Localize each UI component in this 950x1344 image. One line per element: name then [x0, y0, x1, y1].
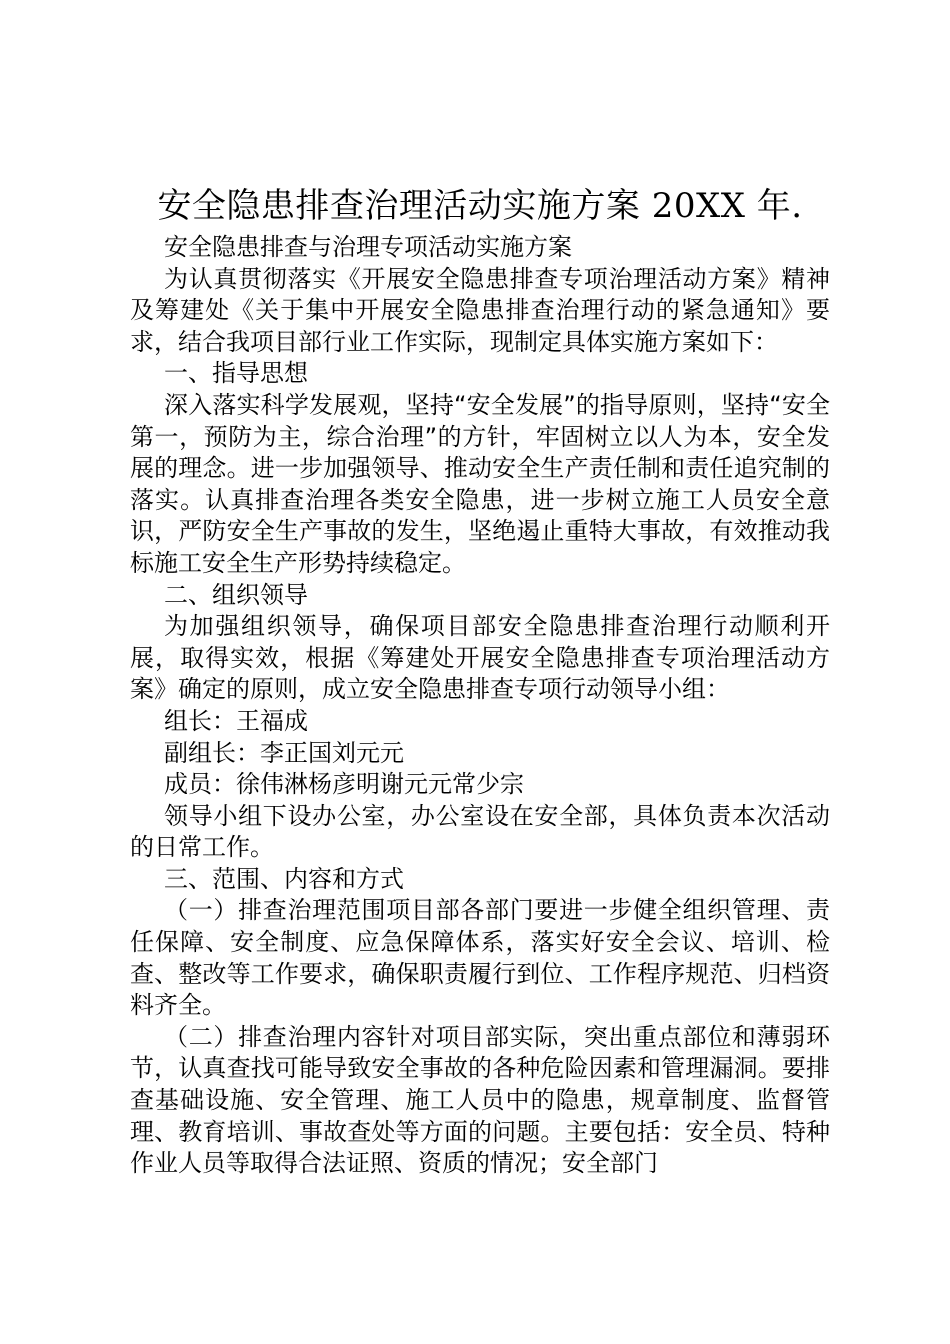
document-title: 安全隐患排查治理活动实施方案 20XX 年.	[157, 186, 803, 226]
section-heading-guiding-ideology: 一、指导思想	[164, 359, 308, 388]
document-body	[130, 232, 830, 1180]
subtitle-paragraph: 安全隐患排查与治理专项活动实施方案	[164, 233, 572, 261]
organization-paragraph: 为加强组织领导，确保项目部安全隐患排查治理行动顺利开展，取得实效，根据《筹建处开展安全隐患排查专项治理活动方案》确定的原则，成立安全隐患排查专项行动领导小组：	[130, 612, 830, 704]
section-heading-scope: 三、范围、内容和方式	[164, 864, 404, 893]
intro-paragraph: 为认真贯彻落实《开展安全隐患排查专项治理活动方案》精神及筹建处《关于集中开展安全隐患排查治理行动的紧急通知》要求，结合我项目部行业工作实际，现制定具体实施方案如下：	[130, 264, 830, 356]
deputy-leader-line: 副组长：李正国刘元元	[164, 738, 404, 767]
section-heading-organization: 二、组织领导	[164, 580, 308, 609]
office-paragraph: 领导小组下设办公室，办公室设在安全部，具体负责本次活动的日常工作。	[130, 801, 830, 862]
team-leader-line: 组长：王福成	[164, 706, 308, 735]
content-paragraph: （二）排查治理内容针对项目部实际，突出重点部位和薄弱环节，认真查找可能导致安全事故的各种危险因素和管理漏洞。要排查基础设施、安全管理、施工人员中的隐患，规章制度、监督管理、教育培训、事故查处等方面的问题。主要包括：安全员、特种作业人员等取得合法证照、资质的情况；安全部门	[130, 1022, 830, 1178]
scope-paragraph: （一）排查治理范围项目部各部门要进一步健全组织管理、责任保障、安全制度、应急保障体系，落实好安全会议、培训、检查、整改等工作要求，确保职责履行到位、工作程序规范、归档资料齐全。	[130, 896, 830, 1020]
guiding-ideology-paragraph: 深入落实科学发展观，坚持“安全发展”的指导原则，坚持“安全第一，预防为主，综合治理”的方针，牢固树立以人为本，安全发展的理念。进一步加强领导、推动安全生产责任制和责任追究制的落实。认真排查治理各类安全隐患，进一步树立施工人员安全意识，严防安全生产事故的发生，坚绝遏止重特大事故，有效推动我标施工安全生产形势持续稳定。	[130, 390, 830, 577]
members-line: 成员：徐伟淋杨彦明谢元元常少宗	[164, 770, 524, 799]
